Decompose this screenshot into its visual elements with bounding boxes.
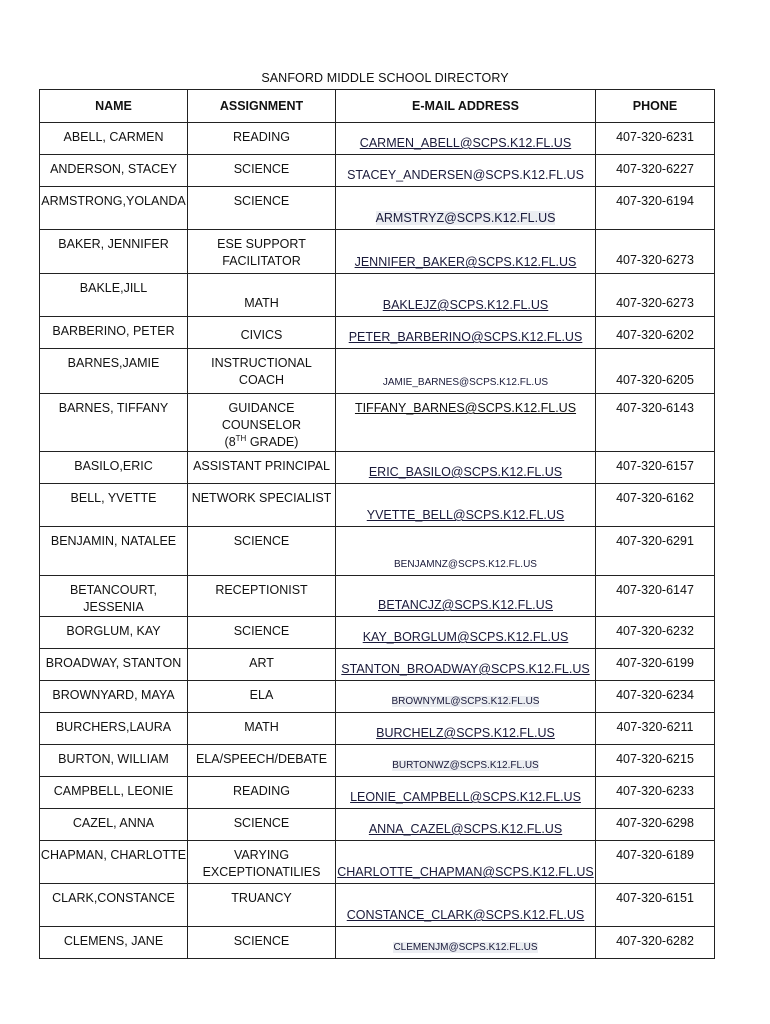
cell-name: ANDERSON, STACEY	[40, 155, 188, 187]
cell-phone: 407-320-6189	[596, 841, 715, 884]
table-row	[40, 123, 715, 155]
cell-name: BAKER, JENNIFER	[40, 230, 188, 274]
cell-phone: 407-320-6232	[596, 617, 715, 649]
cell-assignment	[188, 230, 336, 274]
cell-name: CAMPBELL, LEONIE	[40, 777, 188, 809]
cell-name: CLEMENS, JANE	[40, 927, 188, 959]
cell-name: BURTON, WILLIAM	[40, 745, 188, 777]
cell-assignment: READING	[188, 777, 336, 809]
cell-assignment: INSTRUCTIONAL COACH	[188, 349, 336, 394]
cell-name: ARMSTRONG,YOLANDA	[40, 187, 188, 230]
cell-name: BROADWAY, STANTON	[40, 649, 188, 681]
cell-phone: 407-320-6194	[596, 187, 715, 230]
table-row	[40, 349, 715, 394]
cell-name: BURCHERS,LAURA	[40, 713, 188, 745]
cell-assignment: SCIENCE	[188, 187, 336, 230]
cell-assignment: ASSISTANT PRINCIPAL	[188, 452, 336, 484]
cell-email	[336, 394, 596, 452]
cell-assignment: CIVICS	[188, 317, 336, 349]
table-row	[40, 777, 715, 809]
cell-email	[336, 349, 596, 394]
email-link[interactable]: CONSTANCE_CLARK@SCPS.K12.FL.US	[346, 908, 585, 922]
cell-assignment: READING	[188, 123, 336, 155]
cell-assignment: SCIENCE	[188, 809, 336, 841]
cell-assignment	[188, 841, 336, 884]
table-row	[40, 745, 715, 777]
cell-name: BARBERINO, PETER	[40, 317, 188, 349]
table-row	[40, 230, 715, 274]
cell-phone: 407-320-6273	[596, 274, 715, 317]
email-link[interactable]: BAKLEJZ@SCPS.K12.FL.US	[382, 298, 549, 312]
email-link[interactable]: PETER_BARBERINO@SCPS.K12.FL.US	[348, 330, 583, 344]
cell-name: BELL, YVETTE	[40, 484, 188, 527]
table-row	[40, 884, 715, 927]
cell-name: BORGLUM, KAY	[40, 617, 188, 649]
cell-email	[336, 617, 596, 649]
cell-phone: 407-320-6143	[596, 394, 715, 452]
cell-name: BENJAMIN, NATALEE	[40, 527, 188, 576]
cell-name: BARNES, TIFFANY	[40, 394, 188, 452]
cell-assignment: SCIENCE	[188, 617, 336, 649]
cell-assignment: ART	[188, 649, 336, 681]
directory-table	[39, 89, 715, 959]
email-link[interactable]: BROWNYML@SCPS.K12.FL.US	[391, 696, 540, 707]
email-link[interactable]: BURTONWZ@SCPS.K12.FL.US	[392, 760, 539, 771]
cell-name: BASILO,ERIC	[40, 452, 188, 484]
cell-phone: 407-320-6199	[596, 649, 715, 681]
assignment-line: FACILITATOR	[222, 254, 301, 268]
cell-name: ABELL, CARMEN	[40, 123, 188, 155]
email-link[interactable]: STANTON_BROADWAY@SCPS.K12.FL.US	[341, 662, 590, 676]
email-link[interactable]: JENNIFER_BAKER@SCPS.K12.FL.US	[354, 255, 577, 269]
table-row	[40, 809, 715, 841]
email-link[interactable]: TIFFANY_BARNES@SCPS.K12.FL.US	[354, 401, 577, 415]
cell-phone: 407-320-6157	[596, 452, 715, 484]
cell-phone: 407-320-6227	[596, 155, 715, 187]
cell-assignment: SCIENCE	[188, 927, 336, 959]
table-row	[40, 927, 715, 959]
cell-name: CLARK,CONSTANCE	[40, 884, 188, 927]
cell-phone: 407-320-6234	[596, 681, 715, 713]
cell-assignment: TRUANCY	[188, 884, 336, 927]
assignment-line: ESE SUPPORT	[217, 237, 306, 251]
cell-phone: 407-320-6291	[596, 527, 715, 576]
email-link[interactable]: ARMSTRYZ@SCPS.K12.FL.US	[375, 211, 556, 225]
cell-email	[336, 452, 596, 484]
cell-assignment: ELA/SPEECH/DEBATE	[188, 745, 336, 777]
cell-email	[336, 841, 596, 884]
email-link[interactable]: ERIC_BASILO@SCPS.K12.FL.US	[368, 465, 563, 479]
email-link[interactable]: YVETTE_BELL@SCPS.K12.FL.US	[366, 508, 565, 522]
cell-email	[336, 649, 596, 681]
assignment-line: GUIDANCE COUNSELOR	[221, 401, 302, 432]
table-row	[40, 713, 715, 745]
email-link[interactable]: BURCHELZ@SCPS.K12.FL.US	[376, 726, 555, 740]
email-link[interactable]: ANNA_CAZEL@SCPS.K12.FL.US	[368, 822, 563, 836]
cell-assignment	[188, 394, 336, 452]
cell-email	[336, 809, 596, 841]
table-row	[40, 649, 715, 681]
cell-email	[336, 123, 596, 155]
email-link[interactable]: CHARLOTTE_CHAPMAN@SCPS.K12.FL.US	[337, 865, 594, 879]
email-link[interactable]: BETANCJZ@SCPS.K12.FL.US	[378, 598, 553, 612]
header-phone: PHONE	[596, 90, 715, 123]
table-row	[40, 841, 715, 884]
table-row	[40, 576, 715, 617]
email-link[interactable]: LEONIE_CAMPBELL@SCPS.K12.FL.US	[350, 790, 581, 804]
cell-phone: 407-320-6233	[596, 777, 715, 809]
cell-phone: 407-320-6151	[596, 884, 715, 927]
cell-email	[336, 317, 596, 349]
email-link[interactable]: CLEMENJM@SCPS.K12.FL.US	[393, 942, 538, 953]
cell-phone: 407-320-6211	[596, 713, 715, 745]
email-link[interactable]: STACEY_ANDERSEN@SCPS.K12.FL.US	[347, 168, 584, 182]
cell-name: BROWNYARD, MAYA	[40, 681, 188, 713]
table-row	[40, 681, 715, 713]
table-row	[40, 394, 715, 452]
cell-phone: 407-320-6273	[596, 230, 715, 274]
cell-email	[336, 576, 596, 617]
table-row	[40, 187, 715, 230]
cell-phone: 407-320-6282	[596, 927, 715, 959]
assignment-line: VARYING	[233, 848, 290, 862]
cell-email	[336, 155, 596, 187]
header-assignment: ASSIGNMENT	[188, 90, 336, 123]
cell-phone: 407-320-6215	[596, 745, 715, 777]
cell-phone: 407-320-6298	[596, 809, 715, 841]
cell-assignment: NETWORK SPECIALIST	[188, 484, 336, 527]
table-row	[40, 484, 715, 527]
cell-email	[336, 681, 596, 713]
cell-assignment: RECEPTIONIST	[188, 576, 336, 617]
table-row	[40, 274, 715, 317]
cell-email	[336, 884, 596, 927]
cell-name: BARNES,JAMIE	[40, 349, 188, 394]
table-row	[40, 452, 715, 484]
table-row	[40, 155, 715, 187]
table-row	[40, 317, 715, 349]
assignment-line: GRADE)	[246, 435, 299, 449]
assignment-line: EXCEPTIONATILIES	[202, 865, 321, 879]
email-link[interactable]: JAMIE_BARNES@SCPS.K12.FL.US	[382, 377, 549, 388]
email-link[interactable]: KAY_BORGLUM@SCPS.K12.FL.US	[362, 630, 569, 644]
cell-email	[336, 777, 596, 809]
header-name: NAME	[40, 90, 188, 123]
cell-phone: 407-320-6205	[596, 349, 715, 394]
table-row	[40, 617, 715, 649]
document-title: SANFORD MIDDLE SCHOOL DIRECTORY	[261, 71, 509, 85]
cell-phone: 407-320-6231	[596, 123, 715, 155]
cell-assignment: SCIENCE	[188, 155, 336, 187]
cell-name: CHAPMAN, CHARLOTTE	[40, 841, 188, 884]
cell-email	[336, 484, 596, 527]
table-row	[40, 527, 715, 576]
cell-phone: 407-320-6202	[596, 317, 715, 349]
cell-phone: 407-320-6147	[596, 576, 715, 617]
cell-assignment: ELA	[188, 681, 336, 713]
cell-name: BETANCOURT, JESSENIA	[40, 576, 188, 617]
assignment-line: (8	[224, 435, 236, 449]
cell-email	[336, 230, 596, 274]
cell-email	[336, 927, 596, 959]
email-link[interactable]: BENJAMNZ@SCPS.K12.FL.US	[394, 559, 537, 570]
cell-email	[336, 274, 596, 317]
cell-phone: 407-320-6162	[596, 484, 715, 527]
cell-email	[336, 745, 596, 777]
email-link[interactable]: CARMEN_ABELL@SCPS.K12.FL.US	[359, 136, 572, 150]
cell-assignment: MATH	[188, 713, 336, 745]
header-row	[40, 90, 715, 123]
header-email: E-MAIL ADDRESS	[336, 90, 596, 123]
cell-email	[336, 187, 596, 230]
cell-name: BAKLE,JILL	[40, 274, 188, 317]
cell-assignment: MATH	[188, 274, 336, 317]
cell-email	[336, 527, 596, 576]
cell-name: CAZEL, ANNA	[40, 809, 188, 841]
cell-assignment: SCIENCE	[188, 527, 336, 576]
cell-email	[336, 713, 596, 745]
superscript: TH	[235, 433, 247, 443]
